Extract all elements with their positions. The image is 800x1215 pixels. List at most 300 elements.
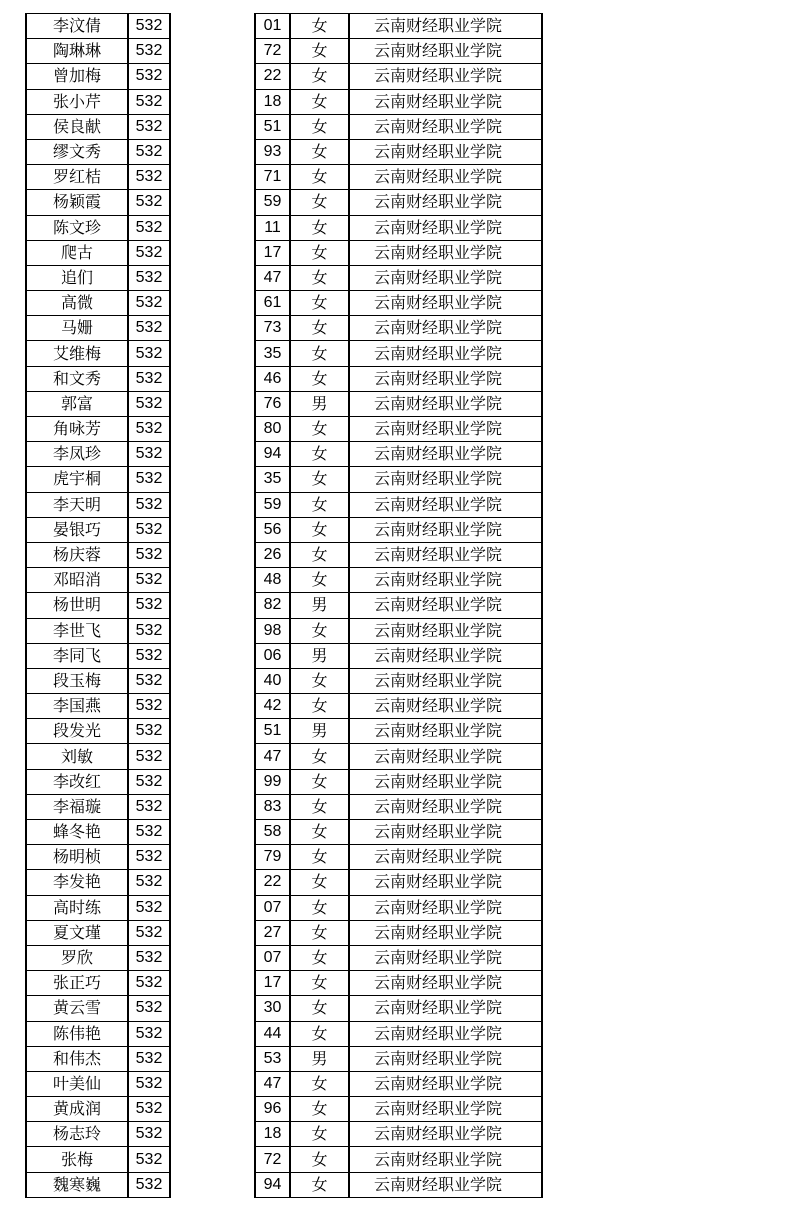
blank-cell (170, 920, 255, 945)
school-cell: 云南财经职业学院 (349, 1172, 542, 1197)
table-row (26, 190, 542, 215)
student-name-cell: 陈文珍 (26, 215, 128, 240)
number-cell: 93 (255, 139, 290, 164)
code-cell: 532 (128, 643, 170, 668)
number-cell: 72 (255, 1147, 290, 1172)
table-row (26, 1147, 542, 1172)
gender-cell: 女 (290, 467, 349, 492)
blank-cell (170, 14, 255, 39)
blank-cell (170, 719, 255, 744)
gender-cell: 女 (290, 1071, 349, 1096)
table-row (26, 1021, 542, 1046)
table-row (26, 719, 542, 744)
code-cell: 532 (128, 417, 170, 442)
school-cell: 云南财经职业学院 (349, 1097, 542, 1122)
blank-cell (170, 1097, 255, 1122)
table-row (26, 996, 542, 1021)
gender-cell: 女 (290, 618, 349, 643)
student-name-cell: 杨明桢 (26, 845, 128, 870)
table-row (26, 542, 542, 567)
number-cell: 07 (255, 945, 290, 970)
school-cell: 云南财经职业学院 (349, 39, 542, 64)
number-cell: 48 (255, 568, 290, 593)
gender-cell: 女 (290, 668, 349, 693)
code-cell: 532 (128, 618, 170, 643)
table-row (26, 391, 542, 416)
gender-cell: 女 (290, 291, 349, 316)
student-name-cell: 和伟杰 (26, 1046, 128, 1071)
code-cell: 532 (128, 1122, 170, 1147)
number-cell: 44 (255, 1021, 290, 1046)
number-cell: 47 (255, 265, 290, 290)
blank-cell (170, 769, 255, 794)
gender-cell: 男 (290, 391, 349, 416)
table-row (26, 316, 542, 341)
code-cell: 532 (128, 467, 170, 492)
number-cell: 53 (255, 1046, 290, 1071)
gender-cell: 女 (290, 694, 349, 719)
table-row (26, 618, 542, 643)
gender-cell: 女 (290, 945, 349, 970)
blank-cell (170, 442, 255, 467)
school-cell: 云南财经职业学院 (349, 895, 542, 920)
code-cell: 532 (128, 719, 170, 744)
blank-cell (170, 139, 255, 164)
blank-cell (170, 694, 255, 719)
gender-cell: 女 (290, 316, 349, 341)
gender-cell: 女 (290, 39, 349, 64)
table-row (26, 215, 542, 240)
student-roster-table (25, 13, 543, 1198)
table-row (26, 442, 542, 467)
code-cell: 532 (128, 291, 170, 316)
school-cell: 云南财经职业学院 (349, 291, 542, 316)
code-cell: 532 (128, 316, 170, 341)
code-cell: 532 (128, 1071, 170, 1096)
code-cell: 532 (128, 1097, 170, 1122)
school-cell: 云南财经职业学院 (349, 1147, 542, 1172)
gender-cell: 女 (290, 442, 349, 467)
student-name-cell: 高时练 (26, 895, 128, 920)
blank-cell (170, 291, 255, 316)
student-name-cell: 李天明 (26, 492, 128, 517)
number-cell: 22 (255, 64, 290, 89)
gender-cell: 女 (290, 114, 349, 139)
gender-cell: 女 (290, 366, 349, 391)
table-row (26, 265, 542, 290)
blank-cell (170, 316, 255, 341)
code-cell: 532 (128, 139, 170, 164)
student-name-cell: 李发艳 (26, 870, 128, 895)
number-cell: 80 (255, 417, 290, 442)
student-name-cell: 爬古 (26, 240, 128, 265)
student-name-cell: 张小芹 (26, 89, 128, 114)
blank-cell (170, 1122, 255, 1147)
student-name-cell: 杨志玲 (26, 1122, 128, 1147)
student-name-cell: 段发光 (26, 719, 128, 744)
number-cell: 94 (255, 442, 290, 467)
student-name-cell: 段玉梅 (26, 668, 128, 693)
code-cell: 532 (128, 215, 170, 240)
number-cell: 18 (255, 89, 290, 114)
blank-cell (170, 417, 255, 442)
code-cell: 532 (128, 769, 170, 794)
table-row (26, 593, 542, 618)
number-cell: 79 (255, 845, 290, 870)
gender-cell: 女 (290, 820, 349, 845)
blank-cell (170, 64, 255, 89)
student-name-cell: 黄成润 (26, 1097, 128, 1122)
table-row (26, 89, 542, 114)
school-cell: 云南财经职业学院 (349, 1071, 542, 1096)
number-cell: 51 (255, 719, 290, 744)
school-cell: 云南财经职业学院 (349, 442, 542, 467)
code-cell: 532 (128, 820, 170, 845)
student-name-cell: 刘敏 (26, 744, 128, 769)
gender-cell: 女 (290, 14, 349, 39)
blank-cell (170, 870, 255, 895)
student-name-cell: 侯良献 (26, 114, 128, 139)
gender-cell: 女 (290, 417, 349, 442)
gender-cell: 女 (290, 794, 349, 819)
table-row (26, 820, 542, 845)
table-row (26, 744, 542, 769)
gender-cell: 女 (290, 1122, 349, 1147)
school-cell: 云南财经职业学院 (349, 1046, 542, 1071)
number-cell: 99 (255, 769, 290, 794)
blank-cell (170, 845, 255, 870)
gender-cell: 女 (290, 1021, 349, 1046)
school-cell: 云南财经职业学院 (349, 668, 542, 693)
student-name-cell: 陶琳琳 (26, 39, 128, 64)
student-name-cell: 邓昭消 (26, 568, 128, 593)
number-cell: 18 (255, 1122, 290, 1147)
code-cell: 532 (128, 89, 170, 114)
school-cell: 云南财经职业学院 (349, 618, 542, 643)
number-cell: 56 (255, 517, 290, 542)
table-row (26, 39, 542, 64)
blank-cell (170, 467, 255, 492)
code-cell: 532 (128, 165, 170, 190)
number-cell: 82 (255, 593, 290, 618)
school-cell: 云南财经职业学院 (349, 467, 542, 492)
table-row (26, 341, 542, 366)
number-cell: 51 (255, 114, 290, 139)
table-row (26, 769, 542, 794)
number-cell: 01 (255, 14, 290, 39)
school-cell: 云南财经职业学院 (349, 820, 542, 845)
code-cell: 532 (128, 744, 170, 769)
code-cell: 532 (128, 996, 170, 1021)
blank-cell (170, 265, 255, 290)
number-cell: 76 (255, 391, 290, 416)
table-row (26, 870, 542, 895)
code-cell: 532 (128, 895, 170, 920)
school-cell: 云南财经职业学院 (349, 794, 542, 819)
student-name-cell: 艾维梅 (26, 341, 128, 366)
gender-cell: 女 (290, 744, 349, 769)
student-name-cell: 夏文瑾 (26, 920, 128, 945)
number-cell: 59 (255, 190, 290, 215)
student-name-cell: 张梅 (26, 1147, 128, 1172)
school-cell: 云南财经职业学院 (349, 215, 542, 240)
school-cell: 云南财经职业学院 (349, 89, 542, 114)
table-row (26, 165, 542, 190)
gender-cell: 女 (290, 492, 349, 517)
blank-cell (170, 517, 255, 542)
blank-cell (170, 89, 255, 114)
gender-cell: 男 (290, 719, 349, 744)
number-cell: 59 (255, 492, 290, 517)
table-row (26, 64, 542, 89)
blank-cell (170, 1046, 255, 1071)
school-cell: 云南财经职业学院 (349, 114, 542, 139)
table-row (26, 895, 542, 920)
table-row (26, 1122, 542, 1147)
roster-body (26, 14, 542, 1198)
school-cell: 云南财经职业学院 (349, 971, 542, 996)
student-name-cell: 晏银巧 (26, 517, 128, 542)
gender-cell: 女 (290, 568, 349, 593)
student-name-cell: 缪文秀 (26, 139, 128, 164)
student-name-cell: 李同飞 (26, 643, 128, 668)
student-name-cell: 蜂冬艳 (26, 820, 128, 845)
blank-cell (170, 190, 255, 215)
blank-cell (170, 215, 255, 240)
code-cell: 532 (128, 442, 170, 467)
student-name-cell: 李国燕 (26, 694, 128, 719)
code-cell: 532 (128, 190, 170, 215)
blank-cell (170, 1071, 255, 1096)
table-row (26, 945, 542, 970)
table-row (26, 668, 542, 693)
table-row (26, 694, 542, 719)
blank-cell (170, 391, 255, 416)
gender-cell: 女 (290, 971, 349, 996)
student-name-cell: 罗欣 (26, 945, 128, 970)
code-cell: 532 (128, 694, 170, 719)
school-cell: 云南财经职业学院 (349, 265, 542, 290)
code-cell: 532 (128, 391, 170, 416)
table-row (26, 643, 542, 668)
school-cell: 云南财经职业学院 (349, 694, 542, 719)
number-cell: 71 (255, 165, 290, 190)
table-row (26, 139, 542, 164)
blank-cell (170, 341, 255, 366)
gender-cell: 女 (290, 215, 349, 240)
code-cell: 532 (128, 1021, 170, 1046)
code-cell: 532 (128, 971, 170, 996)
code-cell: 532 (128, 114, 170, 139)
school-cell: 云南财经职业学院 (349, 14, 542, 39)
gender-cell: 女 (290, 265, 349, 290)
number-cell: 17 (255, 971, 290, 996)
code-cell: 532 (128, 668, 170, 693)
student-name-cell: 李改红 (26, 769, 128, 794)
number-cell: 27 (255, 920, 290, 945)
blank-cell (170, 542, 255, 567)
number-cell: 17 (255, 240, 290, 265)
code-cell: 532 (128, 14, 170, 39)
school-cell: 云南财经职业学院 (349, 165, 542, 190)
gender-cell: 女 (290, 1147, 349, 1172)
table-row (26, 1172, 542, 1197)
student-name-cell: 追们 (26, 265, 128, 290)
school-cell: 云南财经职业学院 (349, 391, 542, 416)
blank-cell (170, 593, 255, 618)
gender-cell: 女 (290, 895, 349, 920)
school-cell: 云南财经职业学院 (349, 593, 542, 618)
code-cell: 532 (128, 920, 170, 945)
table-row (26, 920, 542, 945)
number-cell: 35 (255, 341, 290, 366)
gender-cell: 男 (290, 1046, 349, 1071)
gender-cell: 女 (290, 1172, 349, 1197)
student-name-cell: 陈伟艳 (26, 1021, 128, 1046)
table-row (26, 845, 542, 870)
student-name-cell: 马姗 (26, 316, 128, 341)
table-row (26, 1097, 542, 1122)
code-cell: 532 (128, 64, 170, 89)
student-name-cell: 李世飞 (26, 618, 128, 643)
student-name-cell: 罗红桔 (26, 165, 128, 190)
blank-cell (170, 1172, 255, 1197)
gender-cell: 女 (290, 240, 349, 265)
blank-cell (170, 895, 255, 920)
number-cell: 72 (255, 39, 290, 64)
blank-cell (170, 1021, 255, 1046)
code-cell: 532 (128, 240, 170, 265)
school-cell: 云南财经职业学院 (349, 542, 542, 567)
code-cell: 532 (128, 492, 170, 517)
gender-cell: 女 (290, 920, 349, 945)
code-cell: 532 (128, 1172, 170, 1197)
table-row (26, 417, 542, 442)
school-cell: 云南财经职业学院 (349, 517, 542, 542)
student-name-cell: 和文秀 (26, 366, 128, 391)
blank-cell (170, 996, 255, 1021)
table-row (26, 568, 542, 593)
blank-cell (170, 744, 255, 769)
student-name-cell: 杨世明 (26, 593, 128, 618)
code-cell: 532 (128, 945, 170, 970)
number-cell: 42 (255, 694, 290, 719)
blank-cell (170, 165, 255, 190)
table-row (26, 1046, 542, 1071)
school-cell: 云南财经职业学院 (349, 316, 542, 341)
gender-cell: 女 (290, 89, 349, 114)
blank-cell (170, 568, 255, 593)
blank-cell (170, 668, 255, 693)
gender-cell: 女 (290, 996, 349, 1021)
school-cell: 云南财经职业学院 (349, 1122, 542, 1147)
student-name-cell: 李汶倩 (26, 14, 128, 39)
school-cell: 云南财经职业学院 (349, 492, 542, 517)
gender-cell: 男 (290, 593, 349, 618)
school-cell: 云南财经职业学院 (349, 341, 542, 366)
gender-cell: 女 (290, 769, 349, 794)
student-name-cell: 角咏芳 (26, 417, 128, 442)
table-row (26, 467, 542, 492)
code-cell: 532 (128, 366, 170, 391)
number-cell: 83 (255, 794, 290, 819)
school-cell: 云南财经职业学院 (349, 769, 542, 794)
gender-cell: 女 (290, 870, 349, 895)
school-cell: 云南财经职业学院 (349, 643, 542, 668)
number-cell: 47 (255, 744, 290, 769)
gender-cell: 女 (290, 845, 349, 870)
code-cell: 532 (128, 265, 170, 290)
table-row (26, 517, 542, 542)
blank-cell (170, 492, 255, 517)
school-cell: 云南财经职业学院 (349, 64, 542, 89)
number-cell: 11 (255, 215, 290, 240)
table-row (26, 291, 542, 316)
number-cell: 35 (255, 467, 290, 492)
number-cell: 58 (255, 820, 290, 845)
code-cell: 532 (128, 794, 170, 819)
school-cell: 云南财经职业学院 (349, 190, 542, 215)
student-name-cell: 杨庆蓉 (26, 542, 128, 567)
code-cell: 532 (128, 517, 170, 542)
school-cell: 云南财经职业学院 (349, 240, 542, 265)
blank-cell (170, 114, 255, 139)
table-row (26, 492, 542, 517)
blank-cell (170, 1147, 255, 1172)
blank-cell (170, 366, 255, 391)
school-cell: 云南财经职业学院 (349, 945, 542, 970)
student-name-cell: 李福璇 (26, 794, 128, 819)
student-name-cell: 黄云雪 (26, 996, 128, 1021)
student-name-cell: 郭富 (26, 391, 128, 416)
student-name-cell: 高微 (26, 291, 128, 316)
number-cell: 73 (255, 316, 290, 341)
school-cell: 云南财经职业学院 (349, 920, 542, 945)
number-cell: 40 (255, 668, 290, 693)
code-cell: 532 (128, 845, 170, 870)
code-cell: 532 (128, 870, 170, 895)
blank-cell (170, 945, 255, 970)
number-cell: 22 (255, 870, 290, 895)
gender-cell: 女 (290, 517, 349, 542)
school-cell: 云南财经职业学院 (349, 996, 542, 1021)
student-name-cell: 虎宇桐 (26, 467, 128, 492)
gender-cell: 女 (290, 165, 349, 190)
gender-cell: 男 (290, 643, 349, 668)
student-name-cell: 曾加梅 (26, 64, 128, 89)
school-cell: 云南财经职业学院 (349, 139, 542, 164)
school-cell: 云南财经职业学院 (349, 1021, 542, 1046)
school-cell: 云南财经职业学院 (349, 568, 542, 593)
gender-cell: 女 (290, 139, 349, 164)
gender-cell: 女 (290, 341, 349, 366)
number-cell: 06 (255, 643, 290, 668)
gender-cell: 女 (290, 542, 349, 567)
school-cell: 云南财经职业学院 (349, 366, 542, 391)
number-cell: 96 (255, 1097, 290, 1122)
student-name-cell: 叶美仙 (26, 1071, 128, 1096)
code-cell: 532 (128, 39, 170, 64)
blank-cell (170, 794, 255, 819)
blank-cell (170, 971, 255, 996)
code-cell: 532 (128, 341, 170, 366)
school-cell: 云南财经职业学院 (349, 744, 542, 769)
number-cell: 94 (255, 1172, 290, 1197)
student-name-cell: 李凤珍 (26, 442, 128, 467)
blank-cell (170, 618, 255, 643)
number-cell: 30 (255, 996, 290, 1021)
code-cell: 532 (128, 542, 170, 567)
